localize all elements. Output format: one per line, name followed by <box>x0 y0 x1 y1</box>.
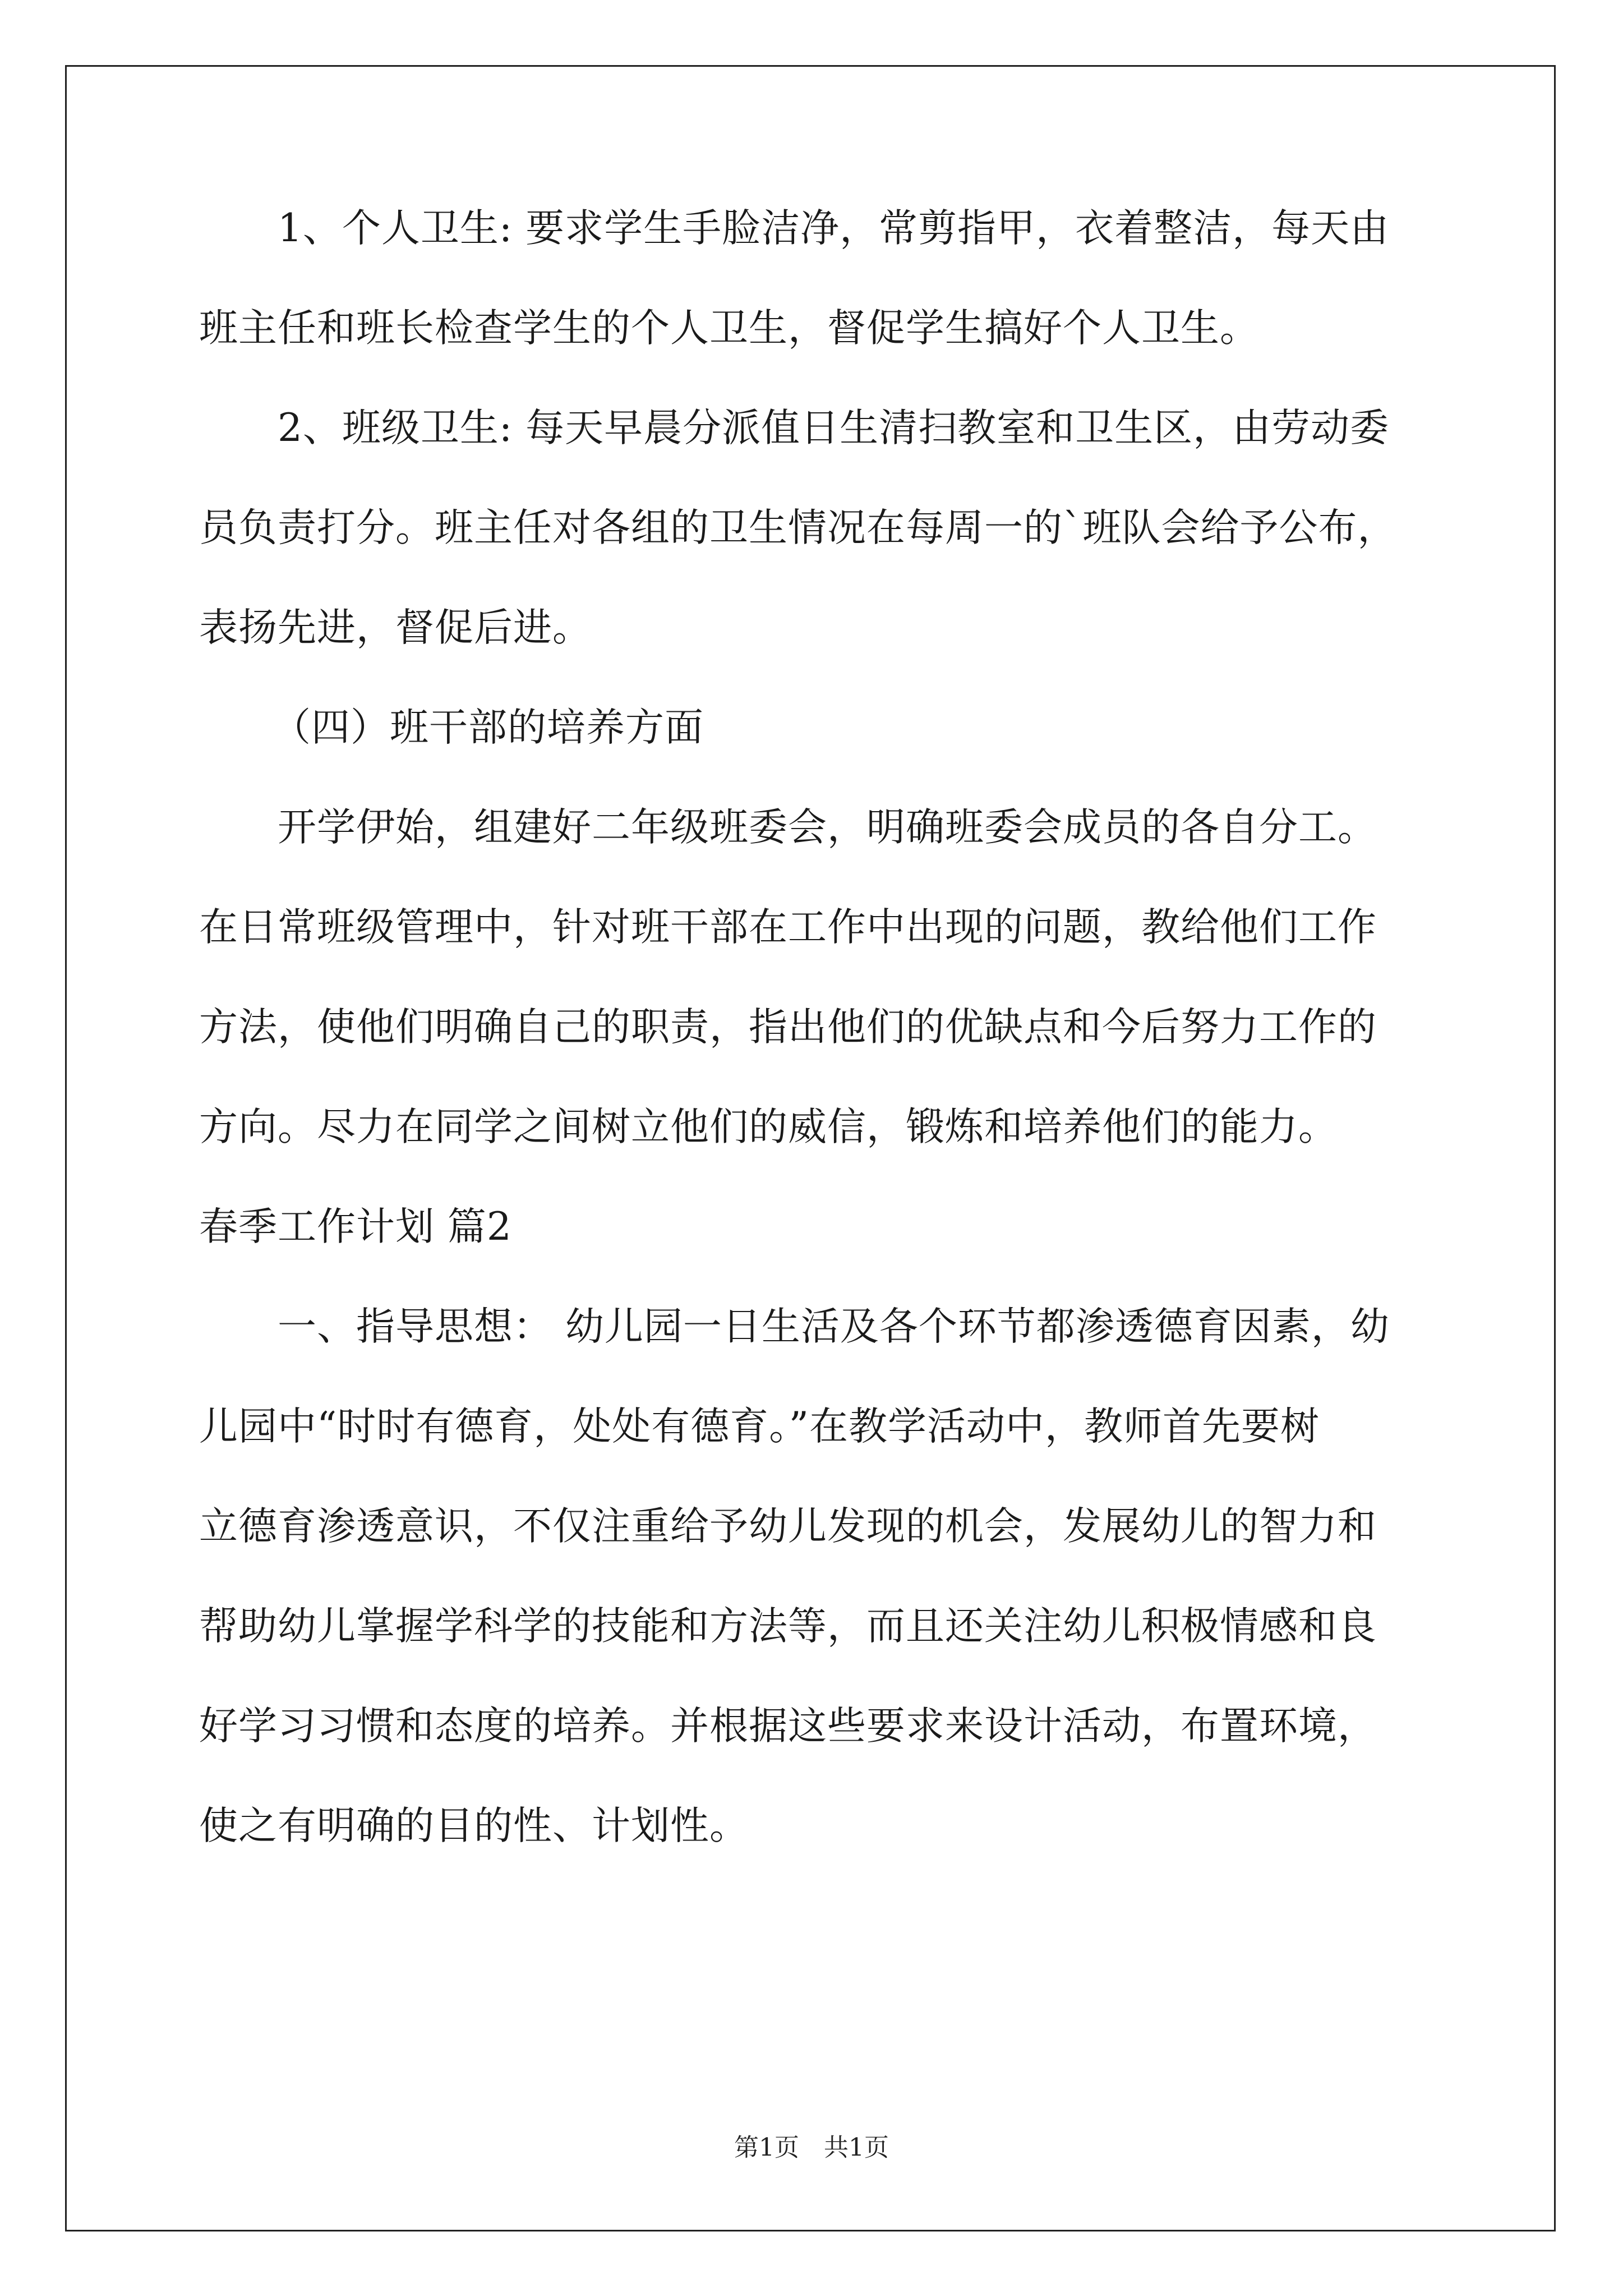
paragraph-line: 好学习习惯和态度的培养。并根据这些要求来设计活动，布置环境， <box>199 1704 1377 1749</box>
paragraph-line: 在日常班级管理中，针对班干部在工作中出现的问题，教给他们工作 <box>199 905 1377 950</box>
article-title: 春季工作计划 篇2 <box>199 1204 512 1249</box>
paragraph-line: 儿园中“时时有德育，处处有德育。”在教学活动中，教师首先要树 <box>199 1404 1320 1449</box>
paragraph-line: 2、班级卫生: 每天早晨分派值日生清扫教室和卫生区，由劳动委 <box>278 406 1390 450</box>
paragraph-line: 立德育渗透意识，不仅注重给予幼儿发现的机会，发展幼儿的智力和 <box>199 1504 1377 1549</box>
paragraph-line: 一、指导思想： 幼儿园一日生活及各个环节都渗透德育因素，幼 <box>278 1304 1390 1349</box>
section-heading: （四）班干部的培养方面 <box>272 705 704 750</box>
paragraph-line: 表扬先进，督促后进。 <box>199 605 592 650</box>
page-number: 第1页 共1页 <box>734 2133 889 2162</box>
paragraph-line: 方向。尽力在同学之间树立他们的威信，锻炼和培养他们的能力。 <box>199 1105 1338 1149</box>
paragraph-line: 员负责打分。班主任对各组的卫生情况在每周一的`班队会给予公布， <box>199 505 1397 550</box>
paragraph-line: 1、个人卫生: 要求学生手脸洁净，常剪指甲，衣着整洁，每天由 <box>278 206 1390 251</box>
paragraph-line: 班主任和班长检查学生的个人卫生，督促学生搞好个人卫生。 <box>199 306 1259 351</box>
paragraph-line: 方法，使他们明确自己的职责，指出他们的优缺点和今后努力工作的 <box>199 1005 1377 1050</box>
document-body <box>199 206 1461 1904</box>
paragraph-line: 开学伊始，组建好二年级班委会，明确班委会成员的各自分工。 <box>278 805 1377 850</box>
paragraph-line: 使之有明确的目的性、计划性。 <box>199 1803 749 1848</box>
paragraph-line: 帮助幼儿掌握学科学的技能和方法等，而且还关注幼儿积极情感和良 <box>199 1604 1377 1649</box>
